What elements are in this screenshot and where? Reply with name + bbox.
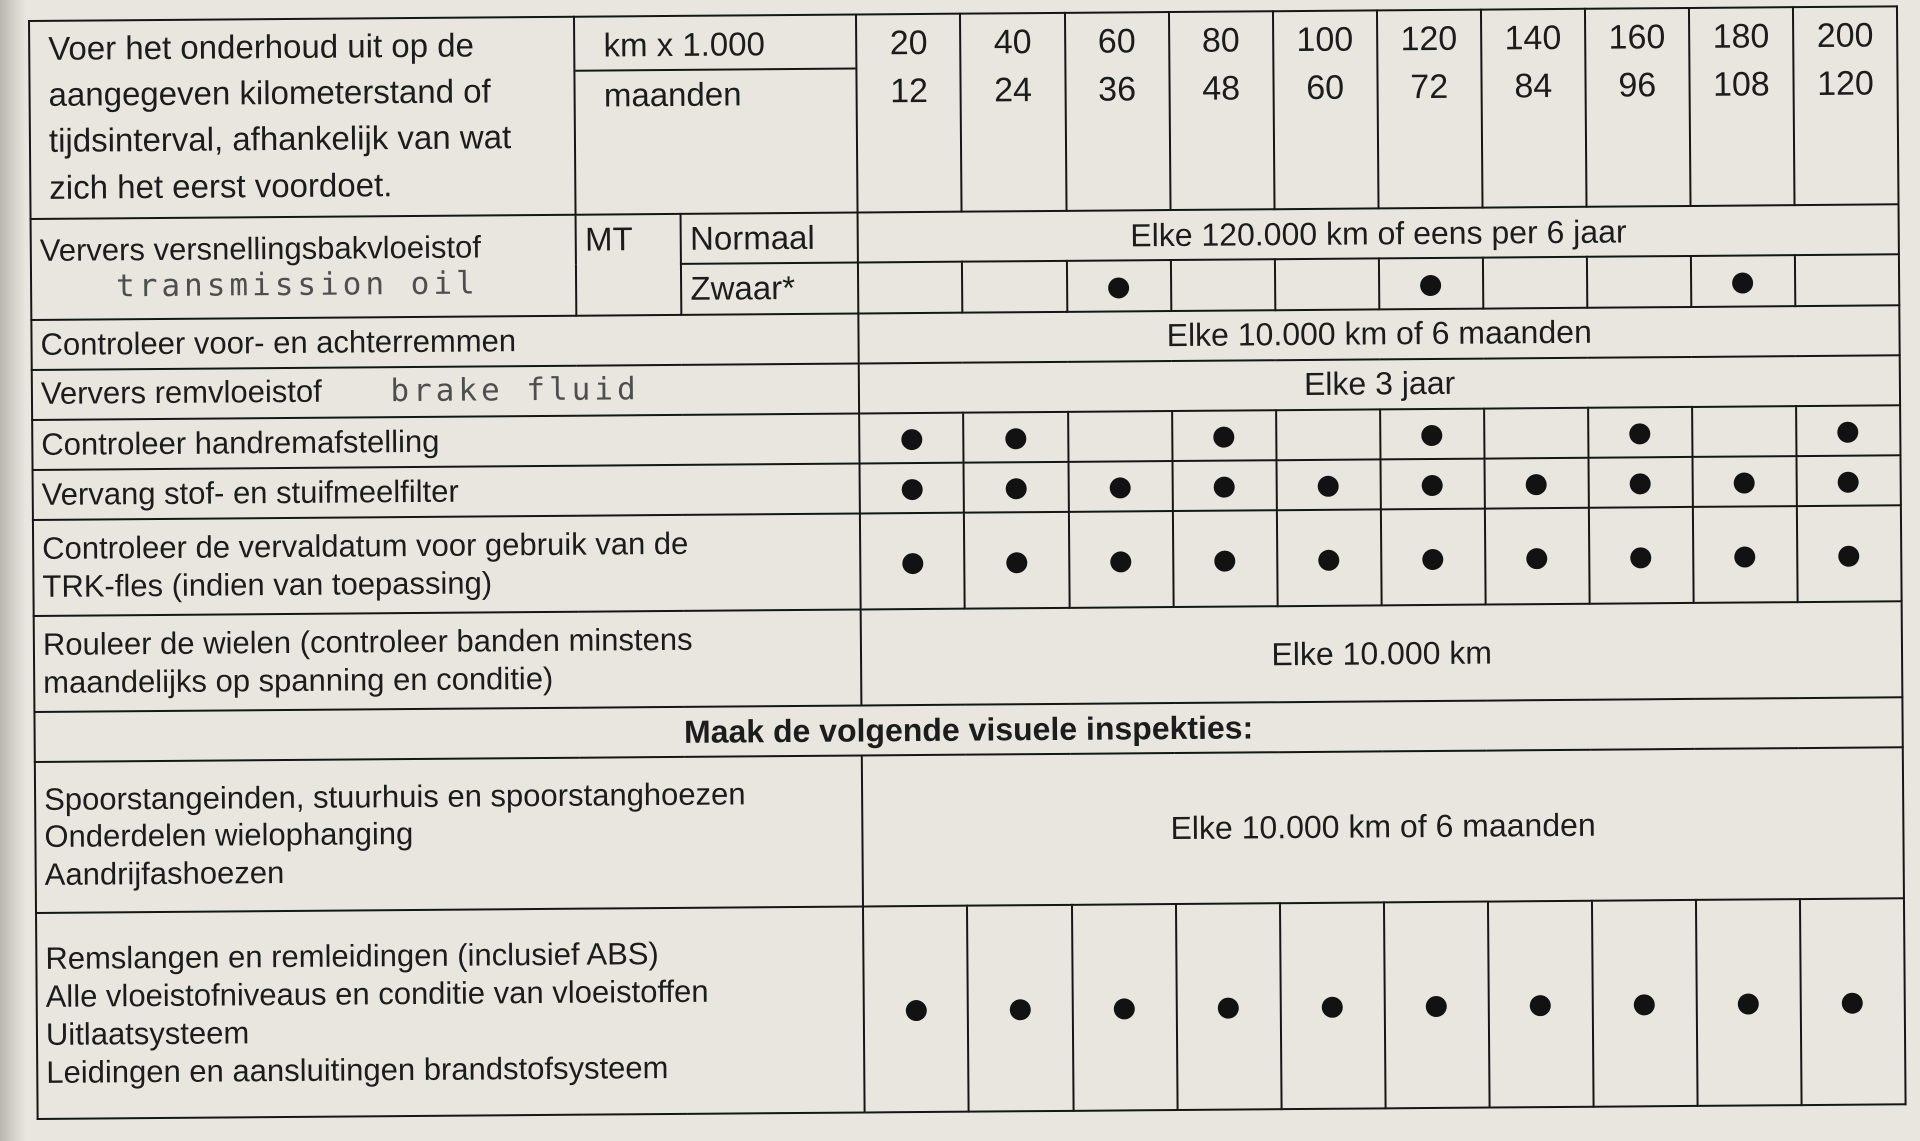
interval-cell: [1176, 903, 1282, 1110]
interval-cell: [1170, 260, 1274, 311]
check-dot-icon: [1630, 547, 1651, 568]
interval-cell: [962, 261, 1066, 312]
check-dot-icon: [906, 1000, 927, 1021]
interval-cell: [967, 904, 1073, 1111]
interval-cell: [1800, 898, 1906, 1105]
brakes-check-interval: Elke 10.000 km of 6 maanden: [859, 305, 1900, 363]
interval-cell: [1071, 904, 1177, 1111]
handwritten-note: transmission oil: [115, 265, 479, 305]
check-dot-icon: [1842, 993, 1863, 1014]
interval-cell: [1276, 409, 1380, 460]
visual-group2-items: Remslangen en remleidingen (inclusief ABS) Alle vloeistofniveaus en conditie van vloeistoffen Uitlaatsysteem Leidingen en aansluitingen brandstofsysteem: [36, 906, 865, 1119]
check-dot-icon: [1420, 275, 1441, 296]
normal-label: Normaal: [681, 213, 858, 264]
interval-cell: [1381, 508, 1486, 605]
interval-cell: [1588, 407, 1692, 458]
interval-col: 40 24: [960, 13, 1066, 212]
visual-group1-items: Spoorstangeinden, stuurhuis en spoorstanghoezen Onderdelen wielophanging Aandrijfashoezen: [35, 756, 864, 913]
interval-col: 180 108: [1689, 7, 1795, 206]
interval-cell: [1484, 407, 1588, 458]
interval-col: 60 36: [1064, 12, 1170, 211]
check-dot-icon: [1322, 997, 1343, 1018]
interval-cell: [858, 262, 962, 313]
normal-interval: Elke 120.000 km of eens per 6 jaar: [858, 205, 1899, 263]
interval-cell: [1588, 457, 1692, 508]
interval-cell: [1796, 455, 1901, 506]
rotate-wheels-interval: Elke 10.000 km: [861, 601, 1902, 705]
check-dot-icon: [1006, 479, 1027, 500]
interval-cell: [1696, 899, 1802, 1106]
check-dot-icon: [1318, 476, 1339, 497]
check-dot-icon: [1213, 427, 1234, 448]
check-dot-icon: [1530, 995, 1551, 1016]
interval-cell: [1587, 256, 1691, 307]
visual-section-title: Maak de volgende visuele inspekties:: [34, 697, 1902, 762]
interval-cell: [1280, 902, 1386, 1109]
interval-cell: [1693, 506, 1798, 603]
interval-cell: [1592, 899, 1698, 1106]
interval-cell: [1485, 508, 1590, 605]
check-dot-icon: [1426, 996, 1447, 1017]
trk-row: [33, 505, 1902, 616]
interval-cell: [1691, 256, 1795, 307]
interval-col: 20 12: [856, 14, 962, 213]
interval-col: 140 84: [1481, 9, 1587, 208]
check-dot-icon: [1734, 546, 1755, 567]
interval-col: 160 96: [1585, 8, 1691, 207]
check-dot-icon: [1214, 550, 1235, 571]
check-dot-icon: [1526, 475, 1547, 496]
interval-cell: [1488, 900, 1594, 1107]
maintenance-schedule-table: [28, 5, 1907, 1120]
check-dot-icon: [1630, 474, 1651, 495]
check-dot-icon: [902, 553, 923, 574]
interval-cell: [1384, 901, 1490, 1108]
visual-group1-row: [35, 748, 1904, 913]
interval-cell: [1483, 257, 1587, 308]
interval-cell: [860, 512, 965, 609]
check-dot-icon: [1526, 548, 1547, 569]
check-dot-icon: [1838, 422, 1859, 443]
handbrake-task: Controleer handremafstelling: [32, 413, 860, 470]
check-dot-icon: [1005, 429, 1026, 450]
interval-cell: [1275, 259, 1379, 310]
interval-cell: [860, 412, 964, 463]
interval-cell: [1797, 505, 1902, 602]
brake-fluid-task: Ververs remvloeistof brake fluid: [32, 363, 860, 420]
check-dot-icon: [1214, 477, 1235, 498]
check-dot-icon: [1734, 473, 1755, 494]
brake-fluid-interval: Elke 3 jaar: [859, 355, 1900, 413]
interval-cell: [860, 462, 964, 513]
unit-labels: [574, 14, 858, 215]
check-dot-icon: [1421, 425, 1442, 446]
book-page-edge: [0, 0, 26, 1141]
interval-cell: [1589, 507, 1694, 604]
handwritten-note: brake fluid: [390, 371, 640, 410]
check-dot-icon: [1114, 999, 1135, 1020]
interval-col: 120 72: [1377, 10, 1483, 209]
transmission-task: Ververs versnellingsbakvloeistof transmission oil: [31, 215, 577, 319]
months-label: maanden: [603, 75, 742, 114]
check-dot-icon: [1839, 545, 1860, 566]
interval-cell: [1380, 408, 1484, 459]
interval-cell: [1172, 410, 1276, 461]
check-dot-icon: [1110, 478, 1131, 499]
interval-cell: [1172, 460, 1276, 511]
check-dot-icon: [1218, 998, 1239, 1019]
interval-cell: [1066, 260, 1170, 311]
interval-col: 80 48: [1169, 11, 1275, 210]
interval-cell: [964, 512, 1069, 609]
check-dot-icon: [1634, 995, 1655, 1016]
interval-cell: [1692, 456, 1796, 507]
interval-cell: [1172, 510, 1277, 607]
interval-cell: [1484, 458, 1588, 509]
interval-cell: [1276, 459, 1380, 510]
check-dot-icon: [1010, 1000, 1031, 1021]
check-dot-icon: [1629, 424, 1650, 445]
trk-task: Controleer de vervaldatum voor gebruik van de TRK-fles (indien van toepassing): [33, 513, 861, 616]
km-label: km x 1.000: [575, 20, 856, 72]
check-dot-icon: [1006, 552, 1027, 573]
rotate-wheels-task: Rouleer de wielen (controleer banden minstens maandelijks op spanning en conditie): [34, 609, 862, 712]
interval-cell: [1068, 511, 1173, 608]
rotate-wheels-row: [34, 601, 1903, 712]
intro-text: Voer het onderhoud uit op de aangegeven kilometerstand of tijdsinterval, afhankelijk van wat zich het eerst voordoet.: [29, 17, 576, 220]
interval-cell: [1796, 405, 1901, 456]
interval-cell: [1795, 255, 1900, 306]
visual-group1-interval: Elke 10.000 km of 6 maanden: [862, 748, 1904, 906]
interval-col: 200 120: [1793, 6, 1899, 205]
check-dot-icon: [1318, 549, 1339, 570]
interval-cell: [863, 905, 969, 1112]
check-dot-icon: [902, 479, 923, 500]
interval-cell: [964, 412, 1068, 463]
interval-cell: [1379, 258, 1483, 309]
check-dot-icon: [1108, 277, 1129, 298]
header-row: [29, 6, 1899, 219]
interval-cell: [1068, 461, 1172, 512]
interval-cell: [1276, 509, 1381, 606]
transmission-type: MT: [576, 214, 682, 315]
visual-group2-row: [36, 898, 1906, 1119]
interval-cell: [964, 462, 1068, 513]
interval-cell: [1068, 411, 1172, 462]
check-dot-icon: [1422, 475, 1443, 496]
check-dot-icon: [1738, 994, 1759, 1015]
check-dot-icon: [1732, 273, 1753, 294]
check-dot-icon: [1422, 548, 1443, 569]
heavy-label: Zwaar*: [681, 263, 858, 314]
brakes-check-task: Controleer voor- en achterremmen: [31, 313, 859, 370]
pollen-filter-task: Vervang stof- en stuifmeelfilter: [33, 463, 861, 520]
interval-cell: [1380, 458, 1484, 509]
interval-cell: [1692, 406, 1796, 457]
check-dot-icon: [1110, 551, 1131, 572]
check-dot-icon: [901, 429, 922, 450]
check-dot-icon: [1838, 472, 1859, 493]
interval-col: 100 60: [1273, 10, 1379, 209]
